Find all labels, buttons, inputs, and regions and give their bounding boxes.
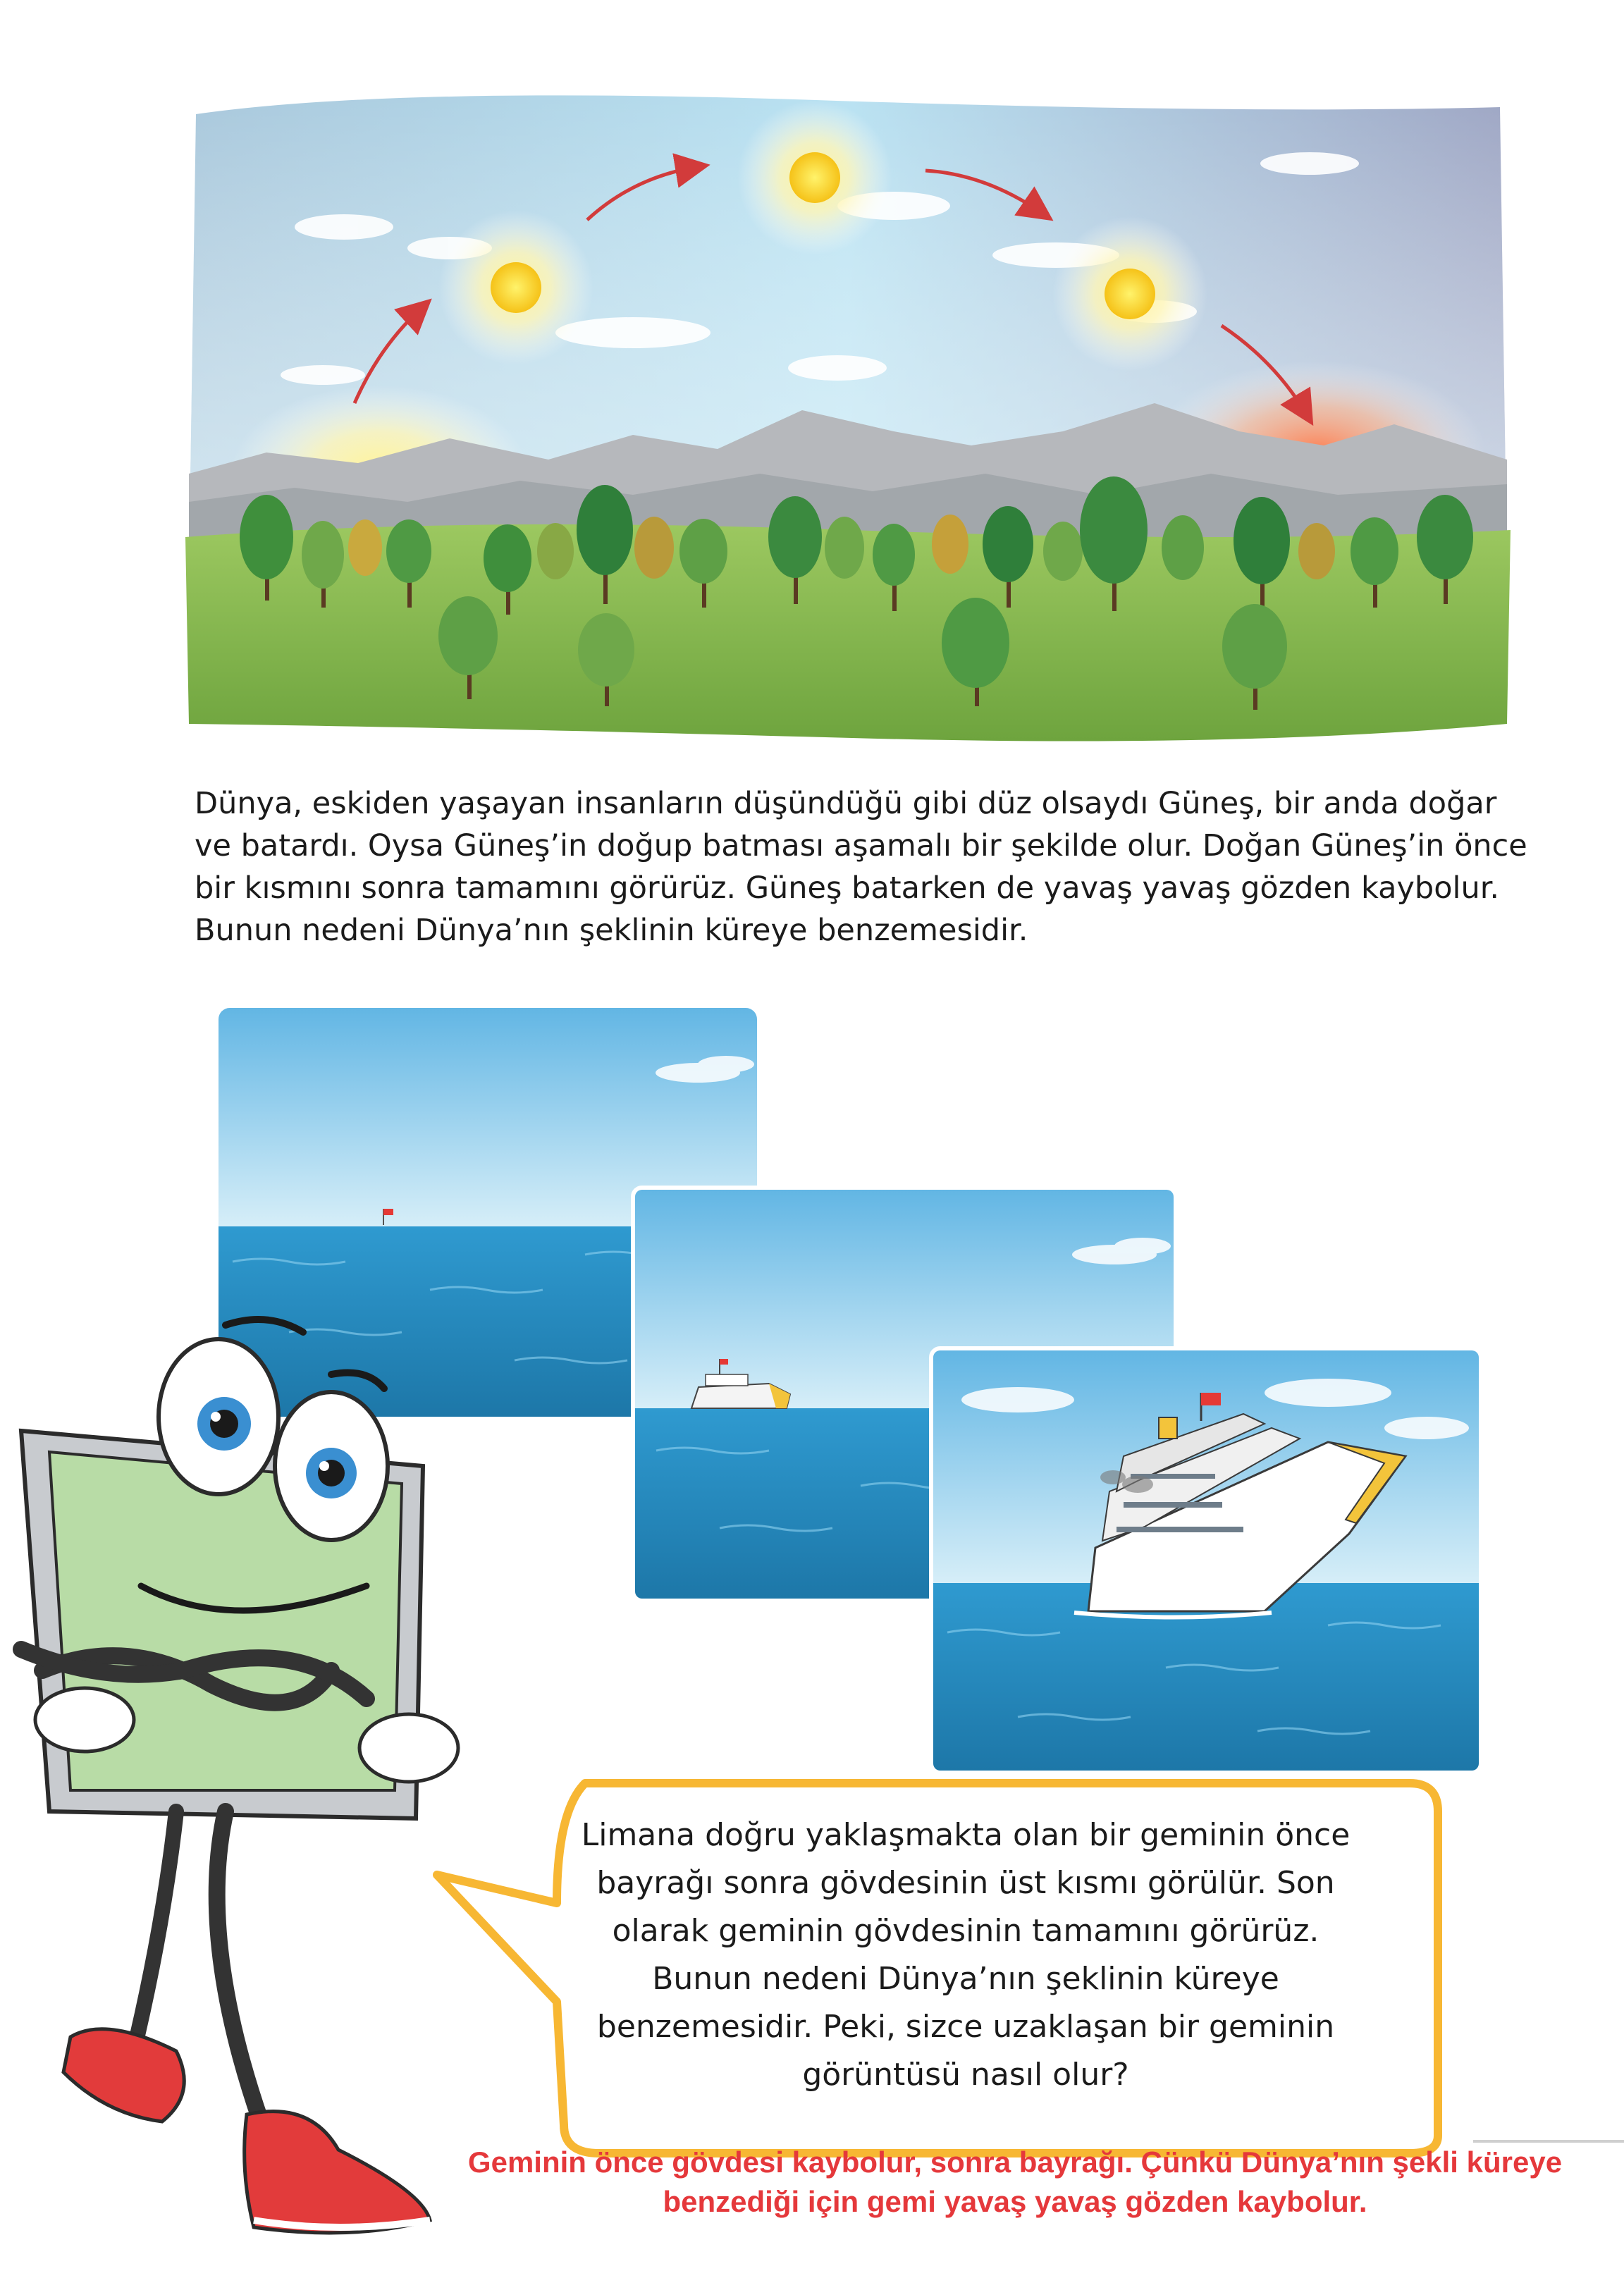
flag-icon: [720, 1359, 728, 1365]
intro-paragraph: Dünya, eskiden yaşayan insanların düşündüğü gibi düz olsaydı Güneş, bir anda doğar ve batardı. Oysa Güneş’in doğup batması aşamalı bir şekilde olur. Doğan Güneş’in önce bir kısmını sonra tamamını görürüz. Güneş batarken de yavaş yavaş gözden kaybolur. Bunun nedeni Dünya’nın şeklinin küreye benzemesidir.: [195, 786, 1527, 948]
flag-icon: [383, 1209, 393, 1215]
mascot-shoe-right: [245, 2112, 430, 2233]
speech-bubble-text: Limana doğru yaklaşmakta olan bir geminin önce bayrağı sonra gövdesinin üst kısmı görülür. Son olarak geminin gövdesinin tamamını görürüz. Bunun nedeni Dünya’nın şeklinin küreye benzemesidir. Peki, sizce uzaklaşan bir geminin görüntüsü nasıl olur?: [581, 1817, 1351, 2093]
ship-photo-full-hull: [929, 1346, 1483, 1775]
sun-path-landscape-illustration: [182, 79, 1514, 756]
noon-sun-icon: [789, 152, 840, 203]
monitor-mascot-illustration: [0, 1304, 493, 2290]
flag-icon: [1201, 1393, 1221, 1405]
answer-text: Geminin önce gövdesi kaybolur, sonra bayrağı. Çünkü Dünya’nın şekli küreye benzediği için gemi yavaş yavaş gözden kaybolur.: [467, 2146, 1563, 2218]
mascot-shoe-left: [63, 2029, 184, 2122]
morning-sun-icon: [491, 262, 541, 313]
afternoon-sun-icon: [1105, 269, 1155, 319]
